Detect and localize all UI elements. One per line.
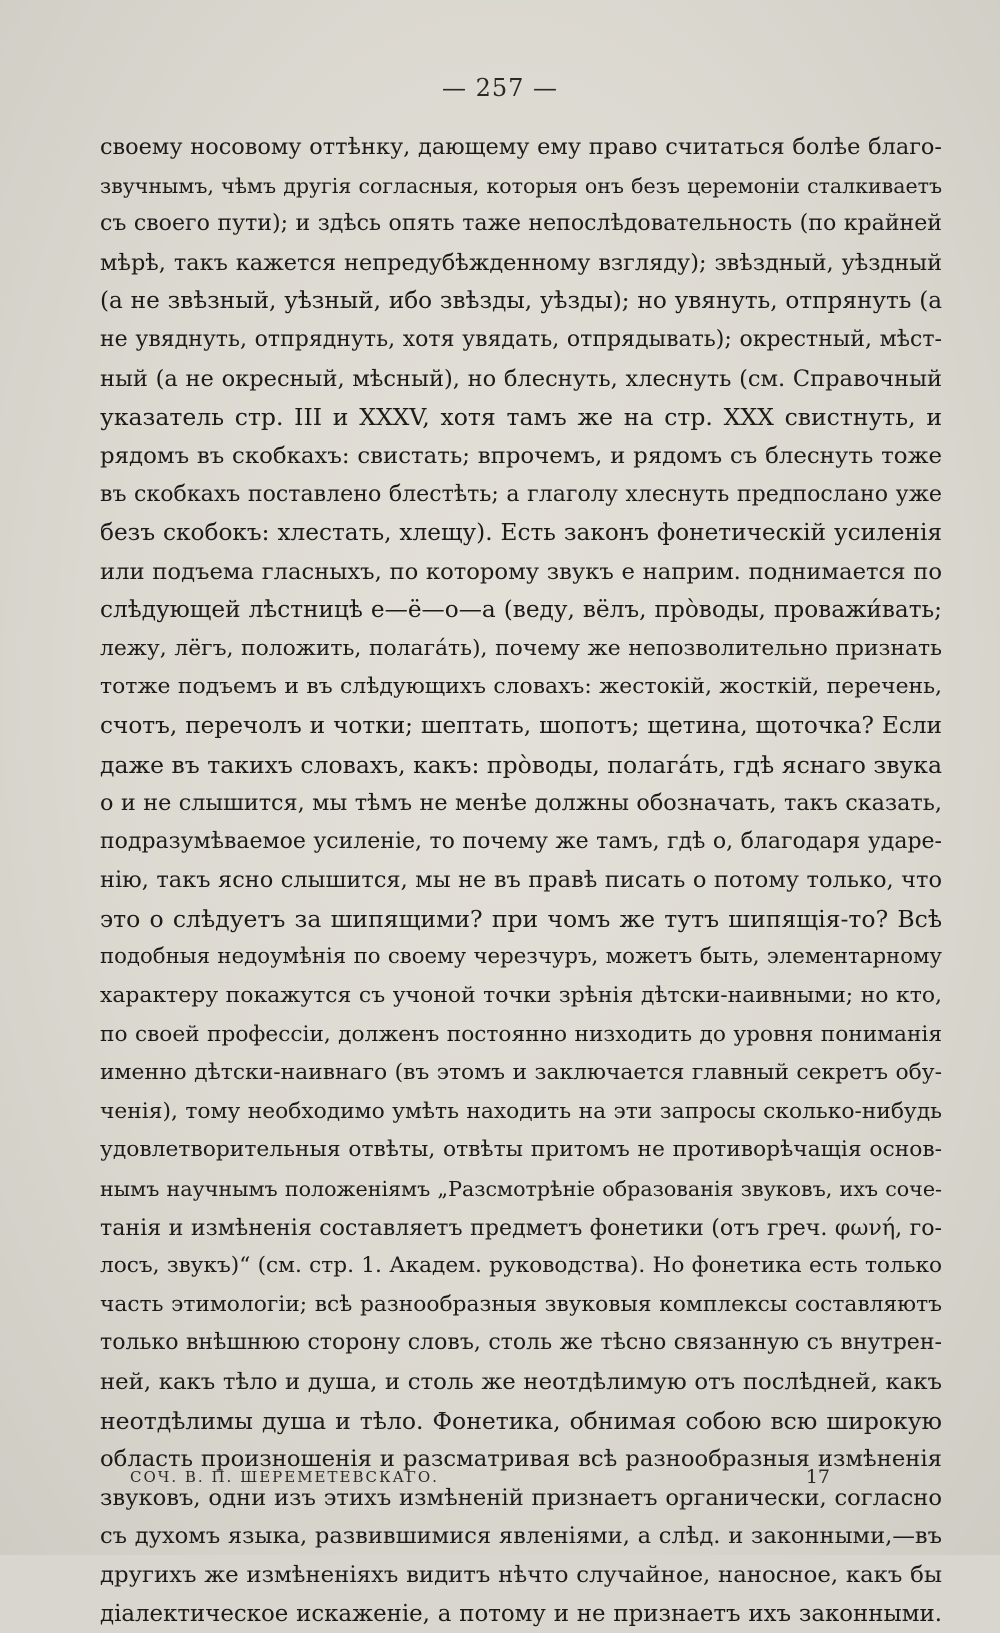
- text-line: подобныя недоумѣнія по своему черезчуръ, можетъ быть, элементарному: [100, 944, 942, 970]
- text-line: часть этимологіи; всѣ разнообразныя звуковыя комплексы составляютъ: [100, 1291, 942, 1317]
- text-line: неотдѣлимы душа и тѣло. Фонетика, обнимая собою всю широкую: [100, 1406, 942, 1435]
- text-line: счотъ, перечолъ и чотки; шептать, шопотъ; щетина, щоточка? Если: [100, 711, 942, 739]
- text-line: область произношенія и разсматривая всѣ разнообразныя измѣненія: [100, 1446, 942, 1473]
- text-line: мѣрѣ, такъ кажется непредубѣжденному взгляду); звѣздный, уѣздный: [100, 249, 942, 276]
- text-line: лежу, лёгъ, положить, полагáть), почему же непозволительно признать: [100, 635, 942, 661]
- text-line: звуковъ, одни изъ этихъ измѣненій признаетъ органически, согласно: [100, 1484, 942, 1511]
- text-line: рядомъ въ скобкахъ: свистать; впрочемъ, и рядомъ съ блеснуть тоже: [100, 442, 942, 469]
- body-text: [100, 128, 942, 1633]
- text-line: (а не звѣзный, уѣзный, ибо звѣзды, уѣзды); но увянуть, отпрянуть (а: [100, 288, 942, 315]
- text-line: о и не слышится, мы тѣмъ не менѣе должны обозначать, такъ сказать,: [100, 790, 942, 817]
- text-line: нію, такъ ясно слышится, мы не въ правѣ писать о потому только, что: [100, 867, 942, 894]
- text-line: тотже подъемъ и въ слѣдующихъ словахъ: жестокій, жосткій, перечень,: [100, 674, 942, 700]
- text-line: только внѣшнюю сторону словъ, столь же тѣсно связанную съ внутрен-: [100, 1330, 942, 1356]
- text-line: безъ скобокъ: хлестать, хлещу). Есть законъ фонетическій усиленія: [100, 518, 942, 546]
- text-line: своему носовому оттѣнку, дающему ему право считаться болѣе благо-: [100, 134, 942, 160]
- text-line: діалектическое искаженіе, а потому и не признаетъ ихъ законными.: [100, 1600, 942, 1627]
- page-number: — 257 —: [441, 74, 559, 102]
- text-line: или подъема гласныхъ, по которому звукъ е наприм. поднимается по: [100, 558, 942, 585]
- text-line: по своей профессіи, долженъ постоянно низходить до уровня пониманія: [100, 1021, 942, 1047]
- text-line: характеру покажутся съ учоной точки зрѣнія дѣтски-наивными; но кто,: [100, 983, 942, 1009]
- printer-signature: СОЧ. В. П. ШЕРЕМЕТЕВСКАГО.: [130, 1468, 439, 1486]
- text-line: нымъ научнымъ положеніямъ „Разсмотрѣніе образованія звуковъ, ихъ соче-: [100, 1177, 942, 1202]
- text-line: ный (а не окресный, мѣсный), но блеснуть, хлеснуть (см. Справочный: [100, 365, 942, 392]
- text-line: ней, какъ тѣло и душа, и столь же неотдѣлимую отъ послѣдней, какъ: [100, 1369, 942, 1395]
- sheet-number: 17: [805, 1466, 830, 1488]
- text-line: слѣдующей лѣстницѣ е—ё—о—а (веду, вёлъ, прòводы, проважи́вать;: [100, 596, 942, 624]
- text-line: лосъ, звукъ)“ (см. стр. 1. Академ. руководства). Но фонетика есть только: [100, 1253, 942, 1279]
- text-line: другихъ же измѣненіяхъ видитъ нѣчто случайное, наносное, какъ бы: [100, 1561, 942, 1588]
- text-line: въ скобкахъ поставлено блестѣть; а глаголу хлеснуть предпослано уже: [100, 481, 942, 508]
- text-line: танія и измѣненія составляетъ предметъ фонетики (отъ греч. φωνή, го-: [100, 1214, 942, 1241]
- text-line: это о слѣдуетъ за шипящими? при чомъ же тутъ шипящія-то? Всѣ: [100, 904, 942, 933]
- text-line: указатель стр. III и XXXV, хотя тамъ же на стр. XXX свистнуть, и: [100, 403, 942, 432]
- text-line: подразумѣваемое усиленіе, то почему же тамъ, гдѣ о, благодаря ударе-: [100, 828, 942, 854]
- text-line: съ своего пути); и здѣсь опять таже непослѣдовательность (по крайней: [100, 211, 942, 237]
- text-line: звучнымъ, чѣмъ другія согласныя, которыя онъ безъ церемоніи сталкиваетъ: [100, 173, 942, 198]
- text-line: именно дѣтски-наивнаго (въ этомъ и заключается главный секретъ обу-: [100, 1060, 942, 1086]
- text-line: ченія), тому необходимо умѣть находить на эти запросы сколько-нибудь: [100, 1098, 942, 1124]
- text-line: не увяднуть, отпряднуть, хотя увядать, отпрядывать); окрестный, мѣст-: [100, 326, 942, 352]
- page-footer: [130, 1462, 830, 1492]
- text-line: даже въ такихъ словахъ, какъ: прòводы, полагáть, гдѣ яснаго звука: [100, 750, 942, 779]
- text-line: съ духомъ языка, развившимися явленіями, а слѣд. и законными,—въ: [100, 1523, 942, 1550]
- text-line: удовлетворительныя отвѣты, отвѣты притомъ не противорѣчащія основ-: [100, 1137, 942, 1163]
